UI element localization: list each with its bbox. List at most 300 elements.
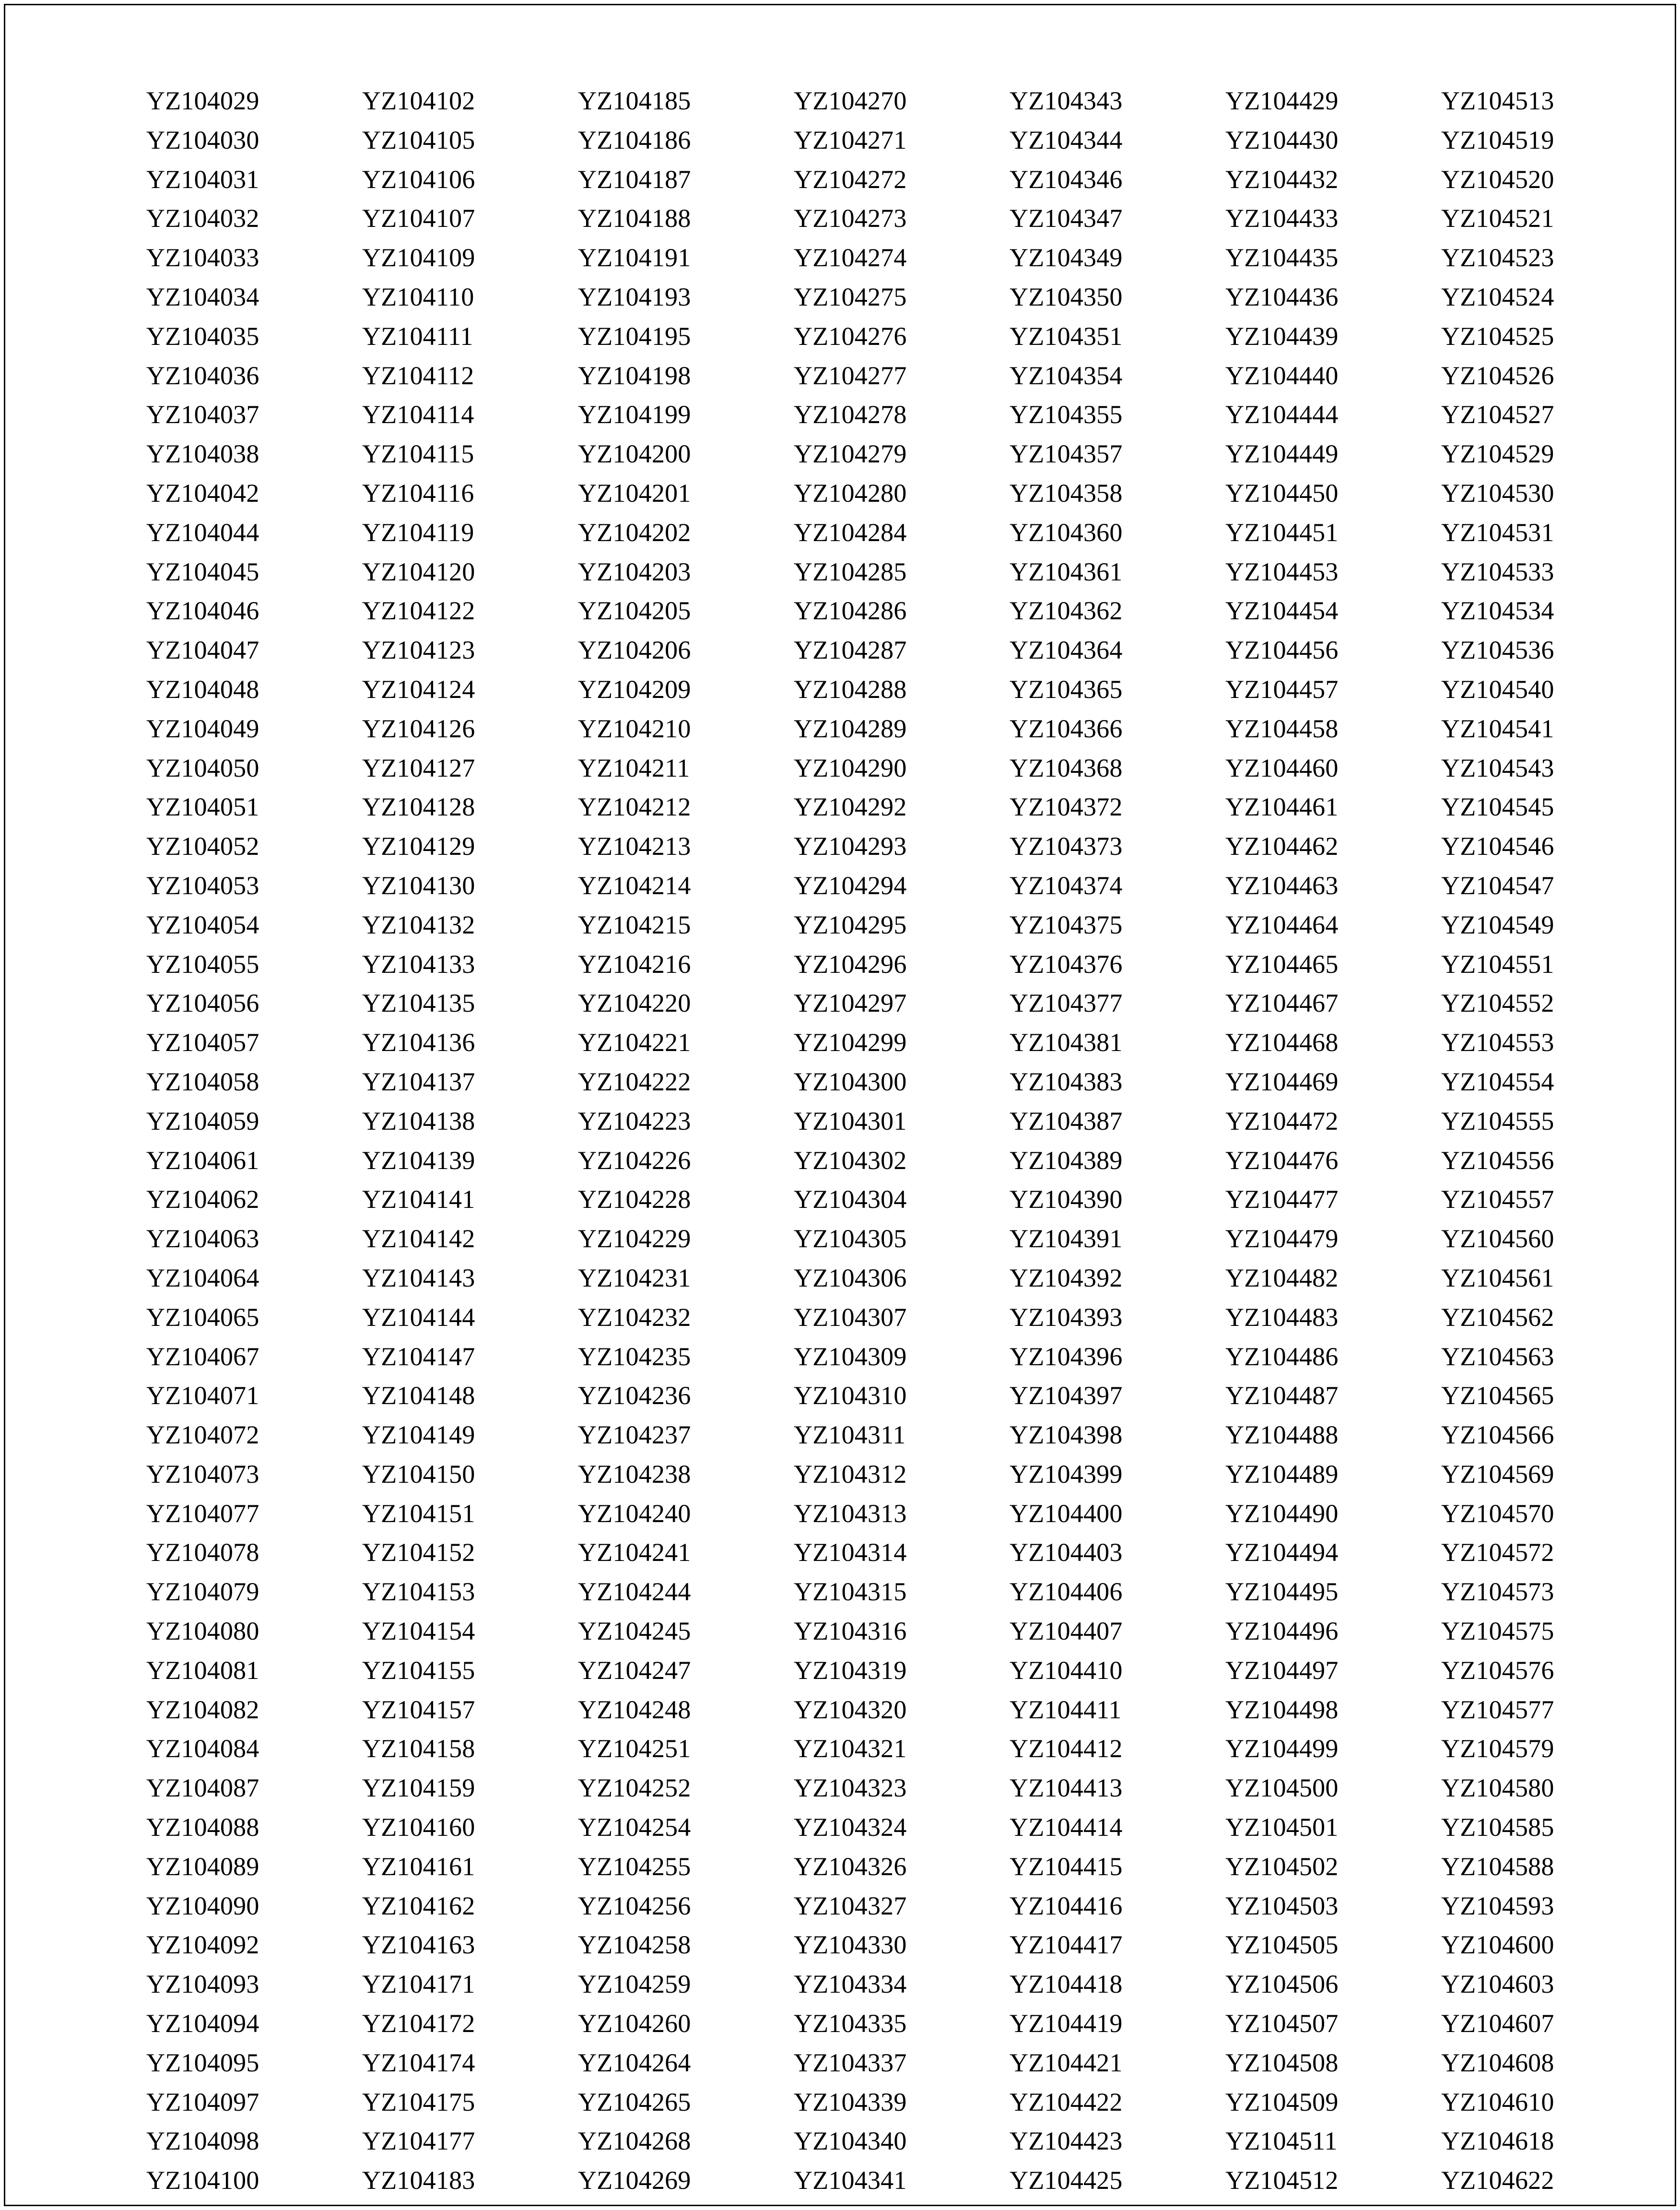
code-cell: YZ104397 <box>1010 1381 1123 1410</box>
code-cell: YZ104429 <box>1225 86 1339 115</box>
code-cell: YZ104536 <box>1441 636 1554 665</box>
code-cell: YZ104507 <box>1225 2009 1339 2038</box>
code-cell: YZ104136 <box>362 1028 475 1057</box>
code-cell: YZ104229 <box>578 1224 691 1253</box>
code-cell: YZ104304 <box>794 1185 907 1214</box>
code-cell: YZ104052 <box>146 832 259 861</box>
code-cell: YZ104375 <box>1010 910 1123 939</box>
code-cell: YZ104212 <box>578 792 691 822</box>
code-cell: YZ104163 <box>362 1930 475 1960</box>
code-cell: YZ104477 <box>1225 1185 1339 1214</box>
code-cell: YZ104593 <box>1441 1891 1554 1920</box>
code-cell: YZ104042 <box>146 478 259 508</box>
code-cell: YZ104495 <box>1225 1577 1339 1607</box>
code-cell: YZ104312 <box>794 1459 907 1489</box>
code-cell: YZ104433 <box>1225 204 1339 233</box>
code-cell: YZ104087 <box>146 1773 259 1803</box>
code-cell: YZ104186 <box>578 125 691 154</box>
code-cell: YZ104174 <box>362 2048 475 2077</box>
code-cell: YZ104058 <box>146 1067 259 1096</box>
code-cell: YZ104468 <box>1225 1028 1339 1057</box>
code-cell: YZ104198 <box>578 361 691 390</box>
code-cell: YZ104090 <box>146 1891 259 1920</box>
code-cell: YZ104050 <box>146 753 259 782</box>
code-cell: YZ104142 <box>362 1224 475 1253</box>
code-cell: YZ104029 <box>146 86 259 115</box>
code-cell: YZ104259 <box>578 1970 691 1999</box>
code-cell: YZ104141 <box>362 1185 475 1214</box>
code-cell: YZ104038 <box>146 439 259 469</box>
code-cell: YZ104139 <box>362 1146 475 1175</box>
code-cell: YZ104391 <box>1010 1224 1123 1253</box>
code-cell: YZ104071 <box>146 1381 259 1410</box>
code-cell: YZ104490 <box>1225 1499 1339 1528</box>
code-cell: YZ104247 <box>578 1655 691 1685</box>
code-cell: YZ104056 <box>146 989 259 1018</box>
code-cell: YZ104327 <box>794 1891 907 1920</box>
code-column-7 <box>1441 82 1657 2200</box>
code-cell: YZ104135 <box>362 989 475 1018</box>
code-cell: YZ104454 <box>1225 596 1339 626</box>
code-cell: YZ104037 <box>146 400 259 429</box>
code-cell: YZ104500 <box>1225 1773 1339 1803</box>
code-cell: YZ104089 <box>146 1852 259 1881</box>
code-cell: YZ104354 <box>1010 361 1123 390</box>
code-cell: YZ104147 <box>362 1342 475 1371</box>
code-cell: YZ104078 <box>146 1538 259 1567</box>
code-cell: YZ104151 <box>362 1499 475 1528</box>
code-cell: YZ104572 <box>1441 1538 1554 1567</box>
code-cell: YZ104055 <box>146 949 259 979</box>
code-cell: YZ104315 <box>794 1577 907 1607</box>
code-cell: YZ104270 <box>794 86 907 115</box>
code-cell: YZ104187 <box>578 165 691 194</box>
code-cell: YZ104365 <box>1010 674 1123 704</box>
code-cell: YZ104453 <box>1225 557 1339 586</box>
code-cell: YZ104607 <box>1441 2009 1554 2038</box>
code-cell: YZ104320 <box>794 1695 907 1724</box>
code-cell: YZ104152 <box>362 1538 475 1567</box>
code-cell: YZ104472 <box>1225 1106 1339 1135</box>
code-cell: YZ104171 <box>362 1970 475 1999</box>
code-cell: YZ104033 <box>146 243 259 272</box>
code-cell: YZ104469 <box>1225 1067 1339 1096</box>
code-cell: YZ104127 <box>362 753 475 782</box>
code-cell: YZ104374 <box>1010 871 1123 900</box>
code-cell: YZ104201 <box>578 478 691 508</box>
code-cell: YZ104105 <box>362 125 475 154</box>
code-cell: YZ104377 <box>1010 989 1123 1018</box>
code-cell: YZ104129 <box>362 832 475 861</box>
code-cell: YZ104296 <box>794 949 907 979</box>
code-cell: YZ104097 <box>146 2087 259 2116</box>
code-cell: YZ104311 <box>794 1420 906 1450</box>
code-cell: YZ104240 <box>578 1499 691 1528</box>
code-cell: YZ104188 <box>578 204 691 233</box>
code-cell: YZ104228 <box>578 1185 691 1214</box>
code-cell: YZ104410 <box>1010 1655 1123 1685</box>
code-cell: YZ104112 <box>362 361 474 390</box>
code-cell: YZ104065 <box>146 1302 259 1332</box>
code-cell: YZ104463 <box>1225 871 1339 900</box>
code-cell: YZ104403 <box>1010 1538 1123 1567</box>
code-cell: YZ104107 <box>362 204 475 233</box>
code-cell: YZ104244 <box>578 1577 691 1607</box>
code-cell: YZ104148 <box>362 1381 475 1410</box>
code-cell: YZ104444 <box>1225 400 1339 429</box>
code-cell: YZ104160 <box>362 1813 475 1842</box>
code-cell: YZ104191 <box>578 243 691 272</box>
code-cell: YZ104414 <box>1010 1813 1123 1842</box>
code-cell: YZ104343 <box>1010 86 1123 115</box>
code-cell: YZ104505 <box>1225 1930 1339 1960</box>
code-cell: YZ104237 <box>578 1420 691 1450</box>
code-cell: YZ104260 <box>578 2009 691 2038</box>
code-cell: YZ104622 <box>1441 2166 1554 2195</box>
code-cell: YZ104499 <box>1225 1734 1339 1763</box>
code-cell: YZ104102 <box>362 86 475 115</box>
code-cell: YZ104133 <box>362 949 475 979</box>
code-cell: YZ104503 <box>1225 1891 1339 1920</box>
code-cell: YZ104306 <box>794 1263 907 1292</box>
code-cell: YZ104106 <box>362 165 475 194</box>
code-cell: YZ104357 <box>1010 439 1123 469</box>
code-cell: YZ104088 <box>146 1813 259 1842</box>
code-cell: YZ104307 <box>794 1302 907 1332</box>
code-cell: YZ104392 <box>1010 1263 1123 1292</box>
code-cell: YZ104569 <box>1441 1459 1554 1489</box>
code-cell: YZ104073 <box>146 1459 259 1489</box>
code-cell: YZ104323 <box>794 1773 907 1803</box>
code-cell: YZ104534 <box>1441 596 1554 626</box>
code-cell: YZ104269 <box>578 2166 691 2195</box>
code-cell: YZ104575 <box>1441 1617 1554 1646</box>
code-cell: YZ104287 <box>794 636 907 665</box>
code-cell: YZ104258 <box>578 1930 691 1960</box>
code-cell: YZ104349 <box>1010 243 1123 272</box>
code-cell: YZ104319 <box>794 1655 907 1685</box>
code-cell: YZ104519 <box>1441 125 1554 154</box>
code-cell: YZ104072 <box>146 1420 259 1450</box>
code-cell: YZ104177 <box>362 2127 475 2156</box>
code-cell: YZ104494 <box>1225 1538 1339 1567</box>
code-cell: YZ104506 <box>1225 1970 1339 1999</box>
code-cell: YZ104116 <box>362 478 474 508</box>
code-cell: YZ104524 <box>1441 282 1554 311</box>
code-cell: YZ104350 <box>1010 282 1123 311</box>
code-cell: YZ104479 <box>1225 1224 1339 1253</box>
code-cell: YZ104265 <box>578 2087 691 2116</box>
code-cell: YZ104175 <box>362 2087 475 2116</box>
code-cell: YZ104183 <box>362 2166 475 2195</box>
code-cell: YZ104435 <box>1225 243 1339 272</box>
code-cell: YZ104157 <box>362 1695 475 1724</box>
code-cell: YZ104067 <box>146 1342 259 1371</box>
code-cell: YZ104531 <box>1441 518 1554 547</box>
code-cell: YZ104122 <box>362 596 475 626</box>
code-cell: YZ104411 <box>1010 1695 1122 1724</box>
code-cell: YZ104416 <box>1010 1891 1123 1920</box>
code-cell: YZ104383 <box>1010 1067 1123 1096</box>
code-cell: YZ104390 <box>1010 1185 1123 1214</box>
code-cell: YZ104114 <box>362 400 474 429</box>
code-cell: YZ104449 <box>1225 439 1339 469</box>
code-cell: YZ104211 <box>578 753 690 782</box>
code-cell: YZ104465 <box>1225 949 1339 979</box>
code-cell: YZ104526 <box>1441 361 1554 390</box>
code-cell: YZ104358 <box>1010 478 1123 508</box>
code-cell: YZ104222 <box>578 1067 691 1096</box>
code-column-3 <box>578 82 794 2200</box>
code-cell: YZ104541 <box>1441 714 1554 743</box>
code-cell: YZ104289 <box>794 714 907 743</box>
code-cell: YZ104372 <box>1010 792 1123 822</box>
code-cell: YZ104226 <box>578 1146 691 1175</box>
code-cell: YZ104346 <box>1010 165 1123 194</box>
code-cell: YZ104223 <box>578 1106 691 1135</box>
code-cell: YZ104570 <box>1441 1499 1554 1528</box>
code-cell: YZ104232 <box>578 1302 691 1332</box>
code-cell: YZ104398 <box>1010 1420 1123 1450</box>
code-cell: YZ104555 <box>1441 1106 1554 1135</box>
code-cell: YZ104546 <box>1441 832 1554 861</box>
code-cell: YZ104030 <box>146 125 259 154</box>
code-cell: YZ104577 <box>1441 1695 1554 1724</box>
code-cell: YZ104417 <box>1010 1930 1123 1960</box>
code-cell: YZ104508 <box>1225 2048 1339 2077</box>
code-cell: YZ104393 <box>1010 1302 1123 1332</box>
code-cell: YZ104293 <box>794 832 907 861</box>
code-cell: YZ104111 <box>362 321 473 351</box>
code-column-5 <box>1010 82 1225 2200</box>
code-cell: YZ104236 <box>578 1381 691 1410</box>
code-cell: YZ104432 <box>1225 165 1339 194</box>
code-cell: YZ104529 <box>1441 439 1554 469</box>
code-cell: YZ104496 <box>1225 1617 1339 1646</box>
code-cell: YZ104268 <box>578 2127 691 2156</box>
code-cell: YZ104061 <box>146 1146 259 1175</box>
code-cell: YZ104048 <box>146 674 259 704</box>
code-cell: YZ104220 <box>578 989 691 1018</box>
code-cell: YZ104150 <box>362 1459 475 1489</box>
code-cell: YZ104081 <box>146 1655 259 1685</box>
code-cell: YZ104285 <box>794 557 907 586</box>
code-column-4 <box>794 82 1010 2200</box>
code-cell: YZ104400 <box>1010 1499 1123 1528</box>
code-cell: YZ104279 <box>794 439 907 469</box>
code-cell: YZ104566 <box>1441 1420 1554 1450</box>
code-cell: YZ104082 <box>146 1695 259 1724</box>
code-cell: YZ104047 <box>146 636 259 665</box>
code-cell: YZ104077 <box>146 1499 259 1528</box>
code-cell: YZ104209 <box>578 674 691 704</box>
code-cell: YZ104195 <box>578 321 691 351</box>
code-cell: YZ104603 <box>1441 1970 1554 1999</box>
code-cell: YZ104284 <box>794 518 907 547</box>
code-cell: YZ104130 <box>362 871 475 900</box>
code-cell: YZ104462 <box>1225 832 1339 861</box>
code-cell: YZ104051 <box>146 792 259 822</box>
code-cell: YZ104512 <box>1225 2166 1339 2195</box>
code-cell: YZ104551 <box>1441 949 1554 979</box>
code-cell: YZ104126 <box>362 714 475 743</box>
code-cell: YZ104373 <box>1010 832 1123 861</box>
code-cell: YZ104502 <box>1225 1852 1339 1881</box>
code-cell: YZ104540 <box>1441 674 1554 704</box>
code-cell: YZ104509 <box>1225 2087 1339 2116</box>
code-cell: YZ104272 <box>794 165 907 194</box>
code-cell: YZ104501 <box>1225 1813 1339 1842</box>
code-cell: YZ104351 <box>1010 321 1123 351</box>
code-cell: YZ104221 <box>578 1028 691 1057</box>
code-cell: YZ104464 <box>1225 910 1339 939</box>
code-cell: YZ104109 <box>362 243 475 272</box>
code-cell: YZ104487 <box>1225 1381 1339 1410</box>
code-cell: YZ104278 <box>794 400 907 429</box>
code-cell: YZ104143 <box>362 1263 475 1292</box>
code-cell: YZ104210 <box>578 714 691 743</box>
code-cell: YZ104216 <box>578 949 691 979</box>
code-cell: YZ104618 <box>1441 2127 1554 2156</box>
code-cell: YZ104545 <box>1441 792 1554 822</box>
code-cell: YZ104482 <box>1225 1263 1339 1292</box>
code-cell: YZ104275 <box>794 282 907 311</box>
code-cell: YZ104214 <box>578 871 691 900</box>
code-cell: YZ104523 <box>1441 243 1554 272</box>
code-cell: YZ104458 <box>1225 714 1339 743</box>
code-cell: YZ104288 <box>794 674 907 704</box>
code-column-1 <box>146 82 362 2200</box>
code-cell: YZ104456 <box>1225 636 1339 665</box>
code-cell: YZ104035 <box>146 321 259 351</box>
code-cell: YZ104144 <box>362 1302 475 1332</box>
code-cell: YZ104421 <box>1010 2048 1123 2077</box>
code-cell: YZ104049 <box>146 714 259 743</box>
code-cell: YZ104248 <box>578 1695 691 1724</box>
code-cell: YZ104396 <box>1010 1342 1123 1371</box>
code-cell: YZ104565 <box>1441 1381 1554 1410</box>
code-cell: YZ104294 <box>794 871 907 900</box>
code-cell: YZ104525 <box>1441 321 1554 351</box>
code-cell: YZ104302 <box>794 1146 907 1175</box>
code-cell: YZ104309 <box>794 1342 907 1371</box>
code-cell: YZ104334 <box>794 1970 907 1999</box>
code-cell: YZ104406 <box>1010 1577 1123 1607</box>
code-cell: YZ104347 <box>1010 204 1123 233</box>
code-cell: YZ104573 <box>1441 1577 1554 1607</box>
code-cell: YZ104299 <box>794 1028 907 1057</box>
code-cell: YZ104407 <box>1010 1617 1123 1646</box>
code-cell: YZ104254 <box>578 1813 691 1842</box>
code-cell: YZ104321 <box>794 1734 907 1763</box>
code-cell: YZ104110 <box>362 282 474 311</box>
code-cell: YZ104231 <box>578 1263 691 1292</box>
code-cell: YZ104425 <box>1010 2166 1123 2195</box>
code-cell: YZ104527 <box>1441 400 1554 429</box>
code-cell: YZ104202 <box>578 518 691 547</box>
code-cell: YZ104530 <box>1441 478 1554 508</box>
code-cell: YZ104486 <box>1225 1342 1339 1371</box>
code-cell: YZ104124 <box>362 674 475 704</box>
code-cell: YZ104241 <box>578 1538 691 1567</box>
code-cell: YZ104563 <box>1441 1342 1554 1371</box>
code-cell: YZ104100 <box>146 2166 259 2195</box>
code-cell: YZ104158 <box>362 1734 475 1763</box>
code-cell: YZ104451 <box>1225 518 1339 547</box>
code-cell: YZ104138 <box>362 1106 475 1135</box>
code-cell: YZ104215 <box>578 910 691 939</box>
code-cell: YZ104513 <box>1441 86 1554 115</box>
code-cell: YZ104316 <box>794 1617 907 1646</box>
code-cell: YZ104046 <box>146 596 259 626</box>
code-cell: YZ104344 <box>1010 125 1123 154</box>
code-cell: YZ104128 <box>362 792 475 822</box>
code-cell: YZ104251 <box>578 1734 691 1763</box>
code-cell: YZ104199 <box>578 400 691 429</box>
code-cell: YZ104032 <box>146 204 259 233</box>
code-cell: YZ104044 <box>146 518 259 547</box>
code-cell: YZ104489 <box>1225 1459 1339 1489</box>
code-cell: YZ104497 <box>1225 1655 1339 1685</box>
code-cell: YZ104362 <box>1010 596 1123 626</box>
code-cell: YZ104045 <box>146 557 259 586</box>
code-cell: YZ104036 <box>146 361 259 390</box>
code-cell: YZ104360 <box>1010 518 1123 547</box>
code-cell: YZ104579 <box>1441 1734 1554 1763</box>
code-cell: YZ104313 <box>794 1499 907 1528</box>
code-cell: YZ104172 <box>362 2009 475 2038</box>
code-cell: YZ104095 <box>146 2048 259 2077</box>
code-cell: YZ104292 <box>794 792 907 822</box>
code-cell: YZ104608 <box>1441 2048 1554 2077</box>
code-cell: YZ104059 <box>146 1106 259 1135</box>
code-cell: YZ104554 <box>1441 1067 1554 1096</box>
code-cell: YZ104556 <box>1441 1146 1554 1175</box>
code-cell: YZ104137 <box>362 1067 475 1096</box>
code-cell: YZ104301 <box>794 1106 907 1135</box>
code-cell: YZ104115 <box>362 439 474 469</box>
code-cell: YZ104054 <box>146 910 259 939</box>
code-cell: YZ104200 <box>578 439 691 469</box>
code-cell: YZ104376 <box>1010 949 1123 979</box>
code-cell: YZ104300 <box>794 1067 907 1096</box>
code-cell: YZ104399 <box>1010 1459 1123 1489</box>
code-cell: YZ104337 <box>794 2048 907 2077</box>
code-cell: YZ104533 <box>1441 557 1554 586</box>
code-cell: YZ104423 <box>1010 2127 1123 2156</box>
code-cell: YZ104543 <box>1441 753 1554 782</box>
code-cell: YZ104330 <box>794 1930 907 1960</box>
code-cell: YZ104461 <box>1225 792 1339 822</box>
code-cell: YZ104286 <box>794 596 907 626</box>
code-cell: YZ104418 <box>1010 1970 1123 1999</box>
code-cell: YZ104120 <box>362 557 475 586</box>
code-cell: YZ104413 <box>1010 1773 1123 1803</box>
code-cell: YZ104419 <box>1010 2009 1123 2038</box>
code-cell: YZ104310 <box>794 1381 907 1410</box>
code-cell: YZ104335 <box>794 2009 907 2038</box>
code-cell: YZ104483 <box>1225 1302 1339 1332</box>
code-cell: YZ104149 <box>362 1420 475 1450</box>
code-cell: YZ104364 <box>1010 636 1123 665</box>
code-cell: YZ104314 <box>794 1538 907 1567</box>
code-cell: YZ104560 <box>1441 1224 1554 1253</box>
code-cell: YZ104276 <box>794 321 907 351</box>
code-cell: YZ104159 <box>362 1773 475 1803</box>
code-cell: YZ104273 <box>794 204 907 233</box>
code-cell: YZ104476 <box>1225 1146 1339 1175</box>
code-cell: YZ104063 <box>146 1224 259 1253</box>
